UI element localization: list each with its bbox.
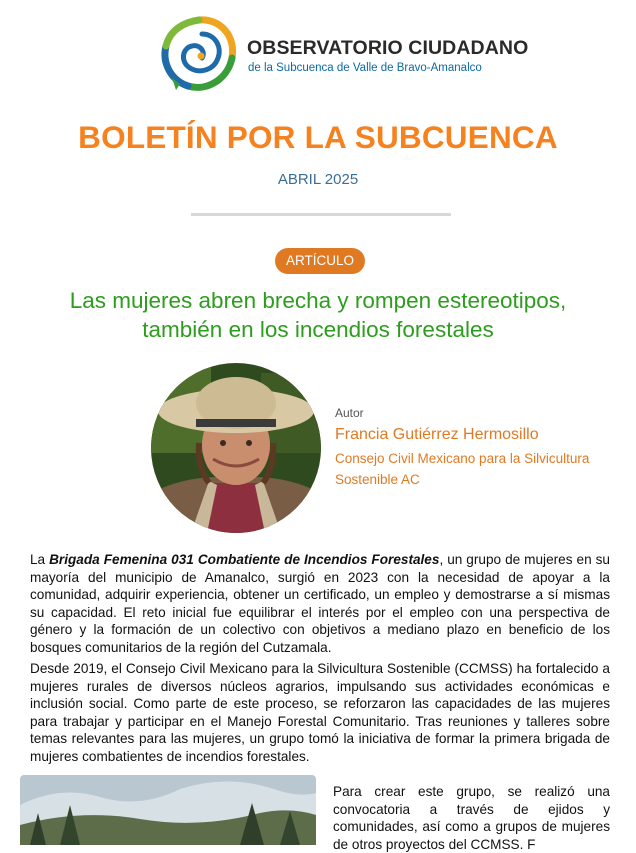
article-title <box>0 286 636 344</box>
paragraph-1-body: , un grupo de mujeres en su mayoría del municipio de Amanalco, surgió en 2023 con la necesidad de apoyar a la comunidad, adquirir experiencia, obtener un certificado, un empleo y demostrarse a sí mismas su capacidad. El reto inicial fue equilibrar el interés por el empleo con una perspectiva de género y la formación de un colectivo con objetivos a mediano plazo en beneficio de los bosques comunitarios de la región del Cutzamala. <box>30 552 610 655</box>
paragraph-2: Desde 2019, el Consejo Civil Mexicano para la Silvicultura Sostenible (CCMSS) ha fortalecido a mujeres rurales de diversos núcleos agrarios, impulsando sus actividades económicas e inclusión social. Como parte de este proceso, se reforzaron las capacidades de las mujeres para trabajar y participar en el Manejo Forestal Comunitario. Tras reuniones y talleres sobre temas relevantes para las mujeres, un grupo tomó la iniciativa de formar la primera brigada de mujeres combatientes de incendios forestales. <box>30 661 610 764</box>
article-title-line-2: también en los incendios forestales <box>142 317 494 342</box>
spiral-logo-icon <box>158 12 240 96</box>
forest-fire-photo <box>20 775 316 845</box>
logo <box>158 12 529 96</box>
author-label: Autor <box>335 406 364 420</box>
newsletter-title: BOLETÍN POR LA SUBCUENCA <box>78 119 558 155</box>
newsletter-date: ABRIL 2025 <box>277 171 359 188</box>
author-photo <box>151 363 321 533</box>
org-subtitle: de la Subcuenca de Valle de Bravo-Amanalco <box>248 62 482 74</box>
author-portrait-icon <box>151 363 321 533</box>
landscape-image-icon <box>20 775 316 845</box>
author-organization: Consejo Civil Mexicano para la Silvicultura Sostenible AC <box>335 451 590 487</box>
article-tag: ARTÍCULO <box>275 248 365 274</box>
divider <box>191 213 451 216</box>
paragraph-1-prefix: La <box>30 552 50 567</box>
paragraph-1 <box>30 551 610 656</box>
author-name: Francia Gutiérrez Hermosillo <box>335 426 539 443</box>
article-title-line-1: Las mujeres abren brecha y rompen estereotipos, <box>69 288 567 313</box>
paragraph-3: Para crear este grupo, se realizó una convocatoria a través de ejidos y comunidades, así como a grupos de mujeres de otros proyectos del CCMSS. F <box>333 784 610 852</box>
brigade-name: Brigada Femenina 031 Combatiente de Incendios Forestales <box>49 552 440 567</box>
org-name: OBSERVATORIO CIUDADANO <box>247 37 529 59</box>
